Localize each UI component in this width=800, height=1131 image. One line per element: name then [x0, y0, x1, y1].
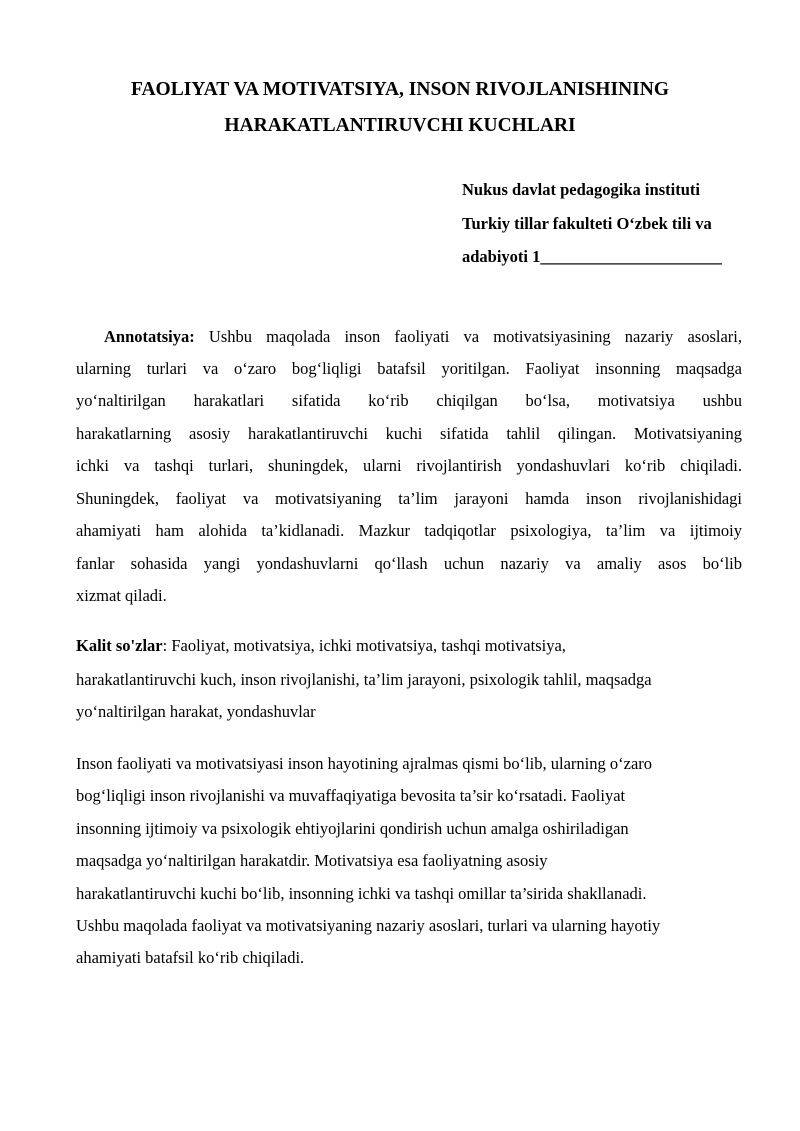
abstract-line: fanlar sohasida yangi yondashuvlarni qo‘llash uchun nazariy va amaliy asos bo‘lib	[76, 554, 742, 573]
keywords-line: Kalit so'zlar: Faoliyat, motivatsiya, ichki motivatsiya, tashqi motivatsiya,	[76, 636, 566, 655]
abstract-line: harakatlarning asosiy harakatlantiruvchi kuchi sifatida tahlil qilingan. Motivatsiyaning	[76, 424, 742, 443]
title-line-2: HARAKATLANTIRUVCHI KUCHLARI	[224, 115, 576, 136]
body-line: maqsadga yo‘naltirilgan harakatdir. Motivatsiya esa faoliyatning asosiy	[76, 851, 548, 870]
body-line: ahamiyati batafsil ko‘rib chiqiladi.	[76, 948, 305, 967]
body-line: Ushbu maqolada faoliyat va motivatsiyaning nazariy asoslari, turlari va ularning hayotiy	[76, 916, 661, 935]
abstract-line: Shuningdek, faoliyat va motivatsiyaning ta’lim jarayoni hamda inson rivojlanishidagi	[76, 489, 742, 508]
body-line: Inson faoliyati va motivatsiyasi inson hayotining ajralmas qismi bo‘lib, ularning o‘zaro	[76, 754, 653, 773]
abstract-line: ahamiyati ham alohida ta’kidlanadi. Mazkur tadqiqotlar psixologiya, ta’lim va ijtimoiy	[76, 521, 742, 540]
title-line-1: FAOLIYAT VA MOTIVATSIYA, INSON RIVOJLANISHINING	[130, 79, 669, 100]
keywords-line: harakatlantiruvchi kuch, inson rivojlanishi, ta’lim jarayoni, psixologik tahlil, maqsadga	[76, 670, 652, 689]
keywords-label: Kalit so'zlar	[76, 636, 163, 655]
body-line: harakatlantiruvchi kuchi bo‘lib, insonning ichki va tashqi omillar ta’sirida shakllanadi.	[76, 884, 647, 903]
affiliation-line-3: adabiyoti 1______________________	[462, 247, 722, 266]
affiliation-line-2: Turkiy tillar fakulteti O‘zbek tili va	[462, 214, 712, 233]
body-line: bog‘liqligi inson rivojlanishi va muvaffaqiyatiga bevosita ta’sir ko‘rsatadi. Faoliyat	[76, 786, 626, 805]
body-line: insonning ijtimoiy va psixologik ehtiyojlarini qondirish uchun amalga oshiriladigan	[76, 819, 629, 838]
abstract-line: ularning turlari va o‘zaro bog‘liqligi batafsil yoritilgan. Faoliyat insonning maqsadga	[76, 359, 742, 378]
affiliation-line-1: Nukus davlat pedagogika instituti	[462, 180, 700, 199]
abstract-label: Annotatsiya:	[104, 327, 195, 346]
abstract-line: ichki va tashqi turlari, shuningdek, ularni rivojlantirish yondashuvlari ko‘rib chiqiladi.	[76, 456, 742, 475]
abstract-line: yo‘naltirilgan harakatlari sifatida ko‘rib chiqilgan bo‘lsa, motivatsiya ushbu	[76, 391, 742, 410]
keywords-line: yo‘naltirilgan harakat, yondashuvlar	[76, 702, 316, 721]
abstract-line: Annotatsiya: Ushbu maqolada inson faoliyati va motivatsiyasining nazariy asoslari,	[104, 327, 742, 346]
abstract-line: xizmat qiladi.	[76, 586, 167, 605]
